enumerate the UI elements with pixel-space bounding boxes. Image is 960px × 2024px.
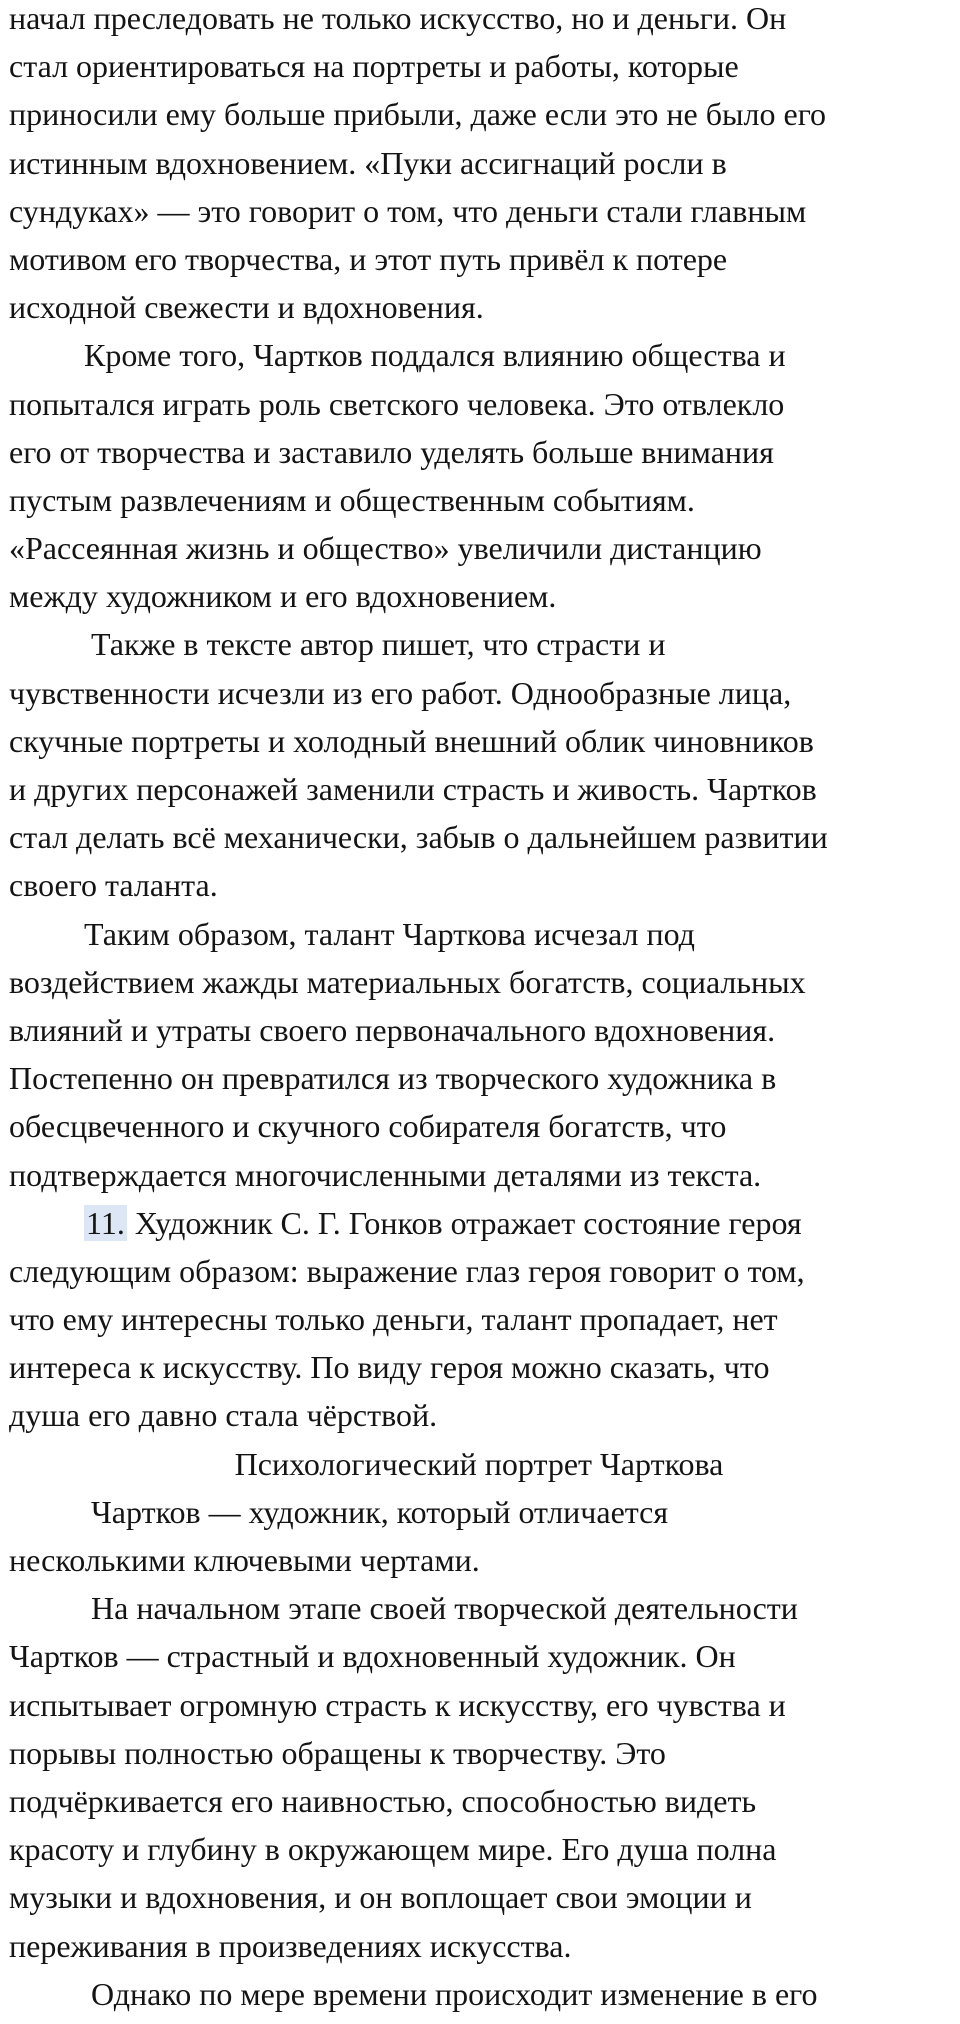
text-line: следующим образом: выражение глаз героя говорит о том, <box>9 1252 805 1289</box>
text-line: его от творчества и заставило уделять больше внимания <box>9 433 774 470</box>
paragraph-start-line: Таким образом, талант Чарткова исчезал под <box>84 915 695 952</box>
text-line: «Рассеянная жизнь и общество» увеличили дистанцию <box>9 530 762 567</box>
text-line: начал преследовать не только искусство, но и деньги. Он <box>9 0 787 36</box>
text-line: подчёркивается его наивностью, способностью видеть <box>9 1782 757 1819</box>
task-text: Художник С. Г. Гонков отражает состояние героя <box>134 1204 802 1241</box>
text-line: что ему интересны только деньги, талант пропадает, нет <box>9 1301 778 1338</box>
task-paragraph-line <box>9 1199 949 1247</box>
text-line: переживания в произведениях искусства. <box>9 1927 572 1964</box>
text-line: музыки и вдохновения, и он воплощает свои эмоции и <box>9 1879 752 1916</box>
text-line: испытывает огромную страсть к искусству, его чувства и <box>9 1686 786 1723</box>
text-line: подтверждается многочисленными деталями из текста. <box>9 1156 762 1193</box>
text-line: попытался играть роль светского человека. Это отвлекло <box>9 385 785 422</box>
text-line: стал ориентироваться на портреты и работы, которые <box>9 48 739 85</box>
text-line: сундуках» — это говорит о том, что деньги стали главным <box>9 192 807 229</box>
text-line: между художником и его вдохновением. <box>9 578 557 615</box>
text-line: приносили ему больше прибыли, даже если это не было его <box>9 96 827 133</box>
text-line: обесцвеченного и скучного собирателя богатств, что <box>9 1108 727 1145</box>
text-line: несколькими ключевыми чертами. <box>9 1542 480 1578</box>
paragraph-start-line: На начальном этапе своей творческой деятельности <box>91 1590 798 1627</box>
text-line: своего таланта. <box>9 867 218 904</box>
text-line: душа его давно стала чёрствой. <box>9 1397 438 1434</box>
text-line: влияний и утраты своего первоначального вдохновения. <box>9 1011 776 1048</box>
text-line: скучные портреты и холодный внешний облик чиновников <box>9 722 814 759</box>
text-line: мотивом его творчества, и этот путь привёл к потере <box>9 240 728 277</box>
document-page <box>9 0 949 2018</box>
text-line: Постепенно он превратился из творческого художника в <box>9 1060 777 1097</box>
text-line: чувственности исчезли из его работ. Однообразные лица, <box>9 674 792 711</box>
section-heading: Психологический портрет Чарткова <box>234 1445 724 1482</box>
text-line: порывы полностью обращены к творчеству. Это <box>9 1734 666 1771</box>
paragraph-start-line: Также в тексте автор пишет, что страсти и <box>91 626 666 663</box>
text-line: красоту и глубину в окружающем мире. Его душа полна <box>9 1831 777 1868</box>
text-line: воздействием жажды материальных богатств, социальных <box>9 963 806 1000</box>
task-number-highlight[interactable]: 11. <box>86 1204 125 1241</box>
paragraph-start-line: Кроме того, Чартков поддался влиянию общества и <box>84 337 786 374</box>
paragraph-start-line: Однако по мере времени происходит изменение в его <box>91 1975 818 2012</box>
text-line: интереса к искусству. По виду героя можно сказать, что <box>9 1349 770 1386</box>
text-line: и других персонажей заменили страсть и живость. Чартков <box>9 771 817 807</box>
paragraph-start-line: Чартков — художник, который отличается <box>91 1493 669 1530</box>
text-line: истинным вдохновением. «Пуки ассигнаций росли в <box>9 144 727 181</box>
text-line: Чартков — страстный и вдохновенный художник. Он <box>9 1638 736 1675</box>
text-line: исходной свежести и вдохновения. <box>9 289 484 326</box>
text-line: стал делать всё механически, забыв о дальнейшем развитии <box>9 819 828 856</box>
text-line: пустым развлечениям и общественным событиям. <box>9 481 695 518</box>
